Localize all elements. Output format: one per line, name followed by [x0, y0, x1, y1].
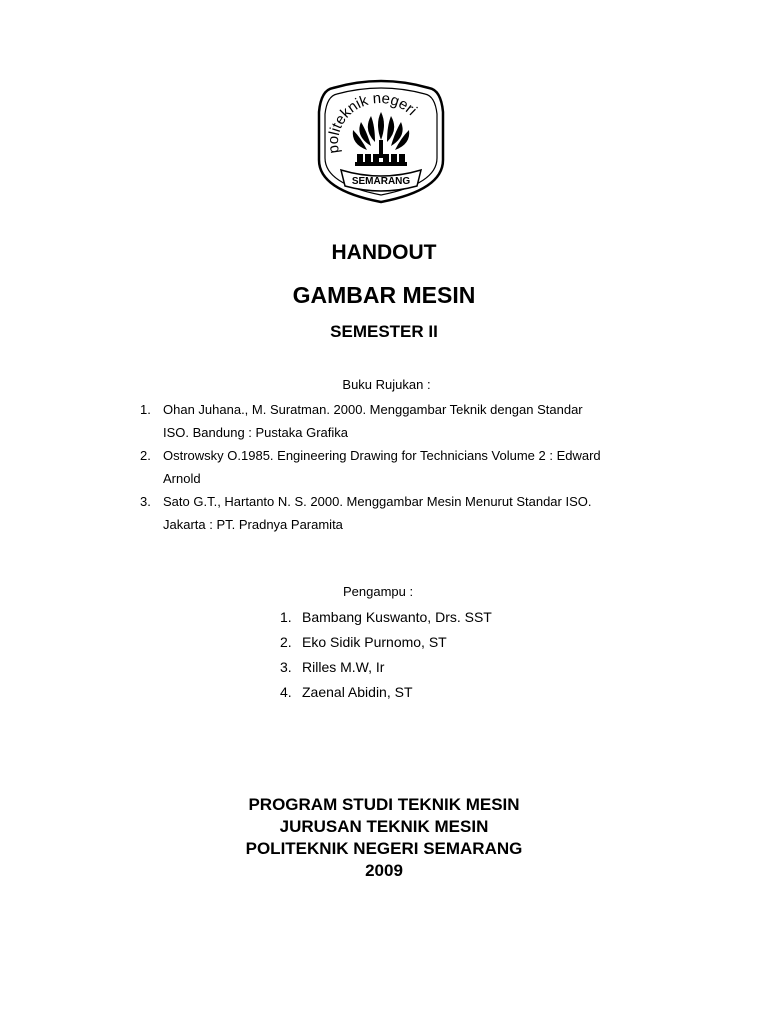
reference-number: 1.	[140, 402, 151, 417]
document-title: GAMBAR MESIN	[292, 282, 476, 308]
logo-banner-text: SEMARANG	[351, 176, 411, 187]
institution-footer	[0, 794, 768, 882]
reference-line: ISO. Bandung : Pustaka Grafika	[163, 425, 348, 440]
reference-line: Ostrowsky O.1985. Engineering Drawing for Technicians Volume 2 : Edward	[163, 448, 601, 463]
lecturer-item	[280, 605, 492, 630]
lecturer-name: Rilles M.W, Ir	[302, 659, 385, 675]
reference-line: Jakarta : PT. Pradnya Paramita	[163, 517, 343, 532]
lecturer-item	[280, 680, 492, 705]
semester-label: SEMESTER II	[330, 322, 438, 341]
publication-year: 2009	[365, 861, 403, 880]
lecturers-list	[280, 605, 492, 705]
reference-item	[140, 490, 660, 536]
references-list	[140, 398, 660, 536]
reference-line: Ohan Juhana., M. Suratman. 2000. Menggambar Teknik dengan Standar	[163, 402, 583, 417]
reference-line: Arnold	[163, 471, 201, 486]
references-heading: Buku Rujukan :	[342, 377, 431, 392]
lecturers-heading: Pengampu :	[343, 584, 414, 599]
lecturer-number: 1.	[280, 609, 292, 625]
reference-item	[140, 444, 660, 490]
reference-number: 3.	[140, 494, 151, 509]
logo-arc-text: politeknik negeri	[324, 89, 421, 155]
lecturer-item	[280, 630, 492, 655]
lecturer-name: Zaenal Abidin, ST	[302, 684, 413, 700]
logo-emblem	[313, 78, 449, 204]
reference-number: 2.	[140, 448, 151, 463]
lecturer-number: 4.	[280, 684, 292, 700]
lecturer-number: 3.	[280, 659, 292, 675]
lecturer-item	[280, 655, 492, 680]
lecturer-name: Eko Sidik Purnomo, ST	[302, 634, 447, 650]
lecturer-number: 2.	[280, 634, 292, 650]
institution-name: POLITEKNIK NEGERI SEMARANG	[245, 839, 523, 858]
lecturer-name: Bambang Kuswanto, Drs. SST	[302, 609, 492, 625]
institution-logo	[313, 78, 449, 204]
department-name: JURUSAN TEKNIK MESIN	[279, 817, 489, 836]
document-label: HANDOUT	[331, 241, 437, 264]
reference-item	[140, 398, 660, 444]
program-name: PROGRAM STUDI TEKNIK MESIN	[248, 795, 520, 814]
reference-line: Sato G.T., Hartanto N. S. 2000. Menggambar Mesin Menurut Standar ISO.	[163, 494, 592, 509]
